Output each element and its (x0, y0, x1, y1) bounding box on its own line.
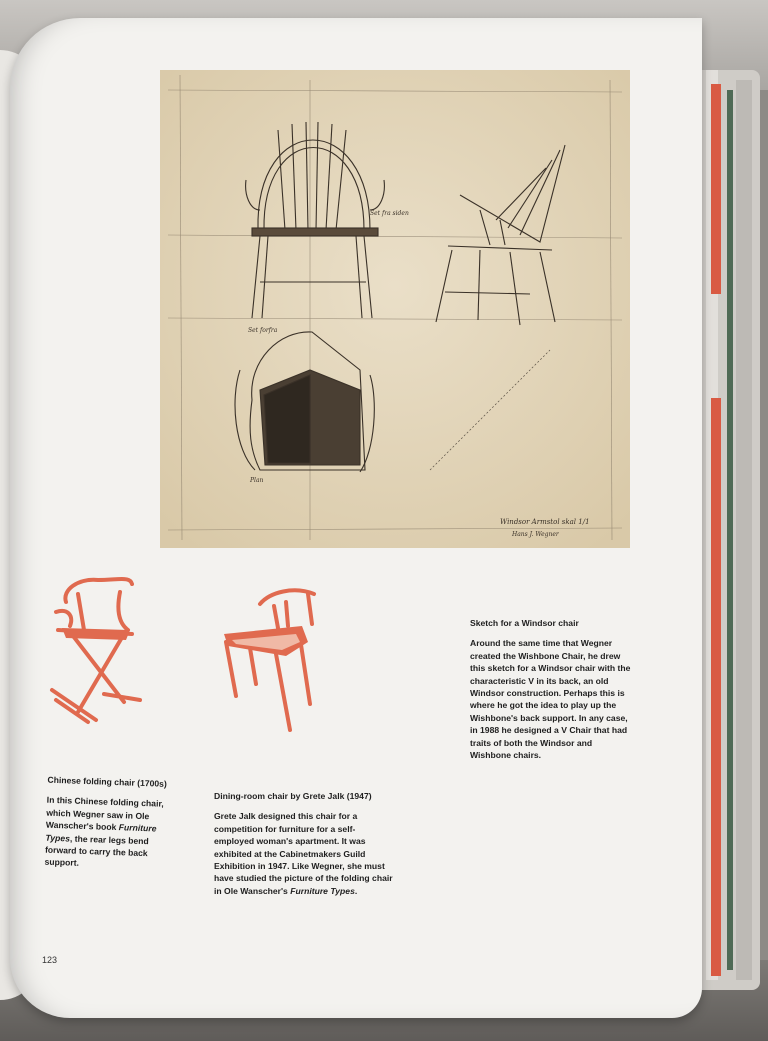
chinese-chair-caption-title: Chinese folding chair (1700s) (47, 774, 167, 789)
windsor-chair-drawing-svg (160, 70, 630, 548)
jalk-body-text: Grete Jalk designed this chair for a competition for furniture for a self-employed woman's apartment. It was exhibited at the Cabinetmakers Guild Exhibition in 1947. Like Wegner, she must have studied the picture of the folding chair in Ole Wanscher's (214, 811, 393, 896)
jalk-chair-caption-body (214, 811, 393, 895)
windsor-caption-body: Around the same time that Wegner created the Wishbone Chair, he drew this sketch for a Windsor chair with the characteristic V in its back, an old Windsor construction. Perhaps this is where he got the idea to play up the Wishbone's back support. In any case, in 1988 he designed a V Chair that had traits of both the Windsor and Wishbone chairs. (470, 638, 631, 761)
windsor-chair-drawing (160, 70, 630, 548)
cloth-cover (736, 80, 752, 980)
signature-name: Hans J. Wegner (512, 531, 559, 538)
jalk-chair-illustration (216, 584, 320, 734)
chinese-body-italic: Furniture Types (45, 822, 157, 844)
jalk-chair-caption (214, 790, 394, 897)
chinese-body-end: , the rear legs bend forward to carry the back support. (44, 833, 149, 869)
red-tab-top (711, 84, 721, 294)
front-view-label: Set forfra (248, 327, 278, 334)
chinese-body-text: In this Chinese folding chair, which Wegner saw in Ole Wanscher's book (45, 795, 164, 833)
green-band (727, 90, 733, 970)
signature-label: Windsor Armstol skal 1/1 (500, 518, 590, 526)
windsor-caption (470, 617, 635, 761)
chinese-chair-caption (44, 774, 182, 873)
chinese-folding-chair-illustration (48, 572, 148, 727)
jalk-body-end: . (354, 885, 358, 896)
jalk-chair-caption-title: Dining-room chair by Grete Jalk (1947) (214, 791, 372, 801)
windsor-caption-title: Sketch for a Windsor chair (470, 618, 579, 628)
chinese-chair-caption-body (44, 795, 163, 868)
jalk-chair-svg (216, 584, 320, 734)
side-note-label: Set fra siden (370, 210, 409, 217)
chinese-folding-chair-svg (48, 572, 148, 727)
red-tab-bottom (711, 398, 721, 976)
jalk-body-italic: Furniture Types (290, 885, 355, 896)
page-number: 123 (42, 955, 58, 965)
plan-label: Plan (250, 477, 264, 484)
